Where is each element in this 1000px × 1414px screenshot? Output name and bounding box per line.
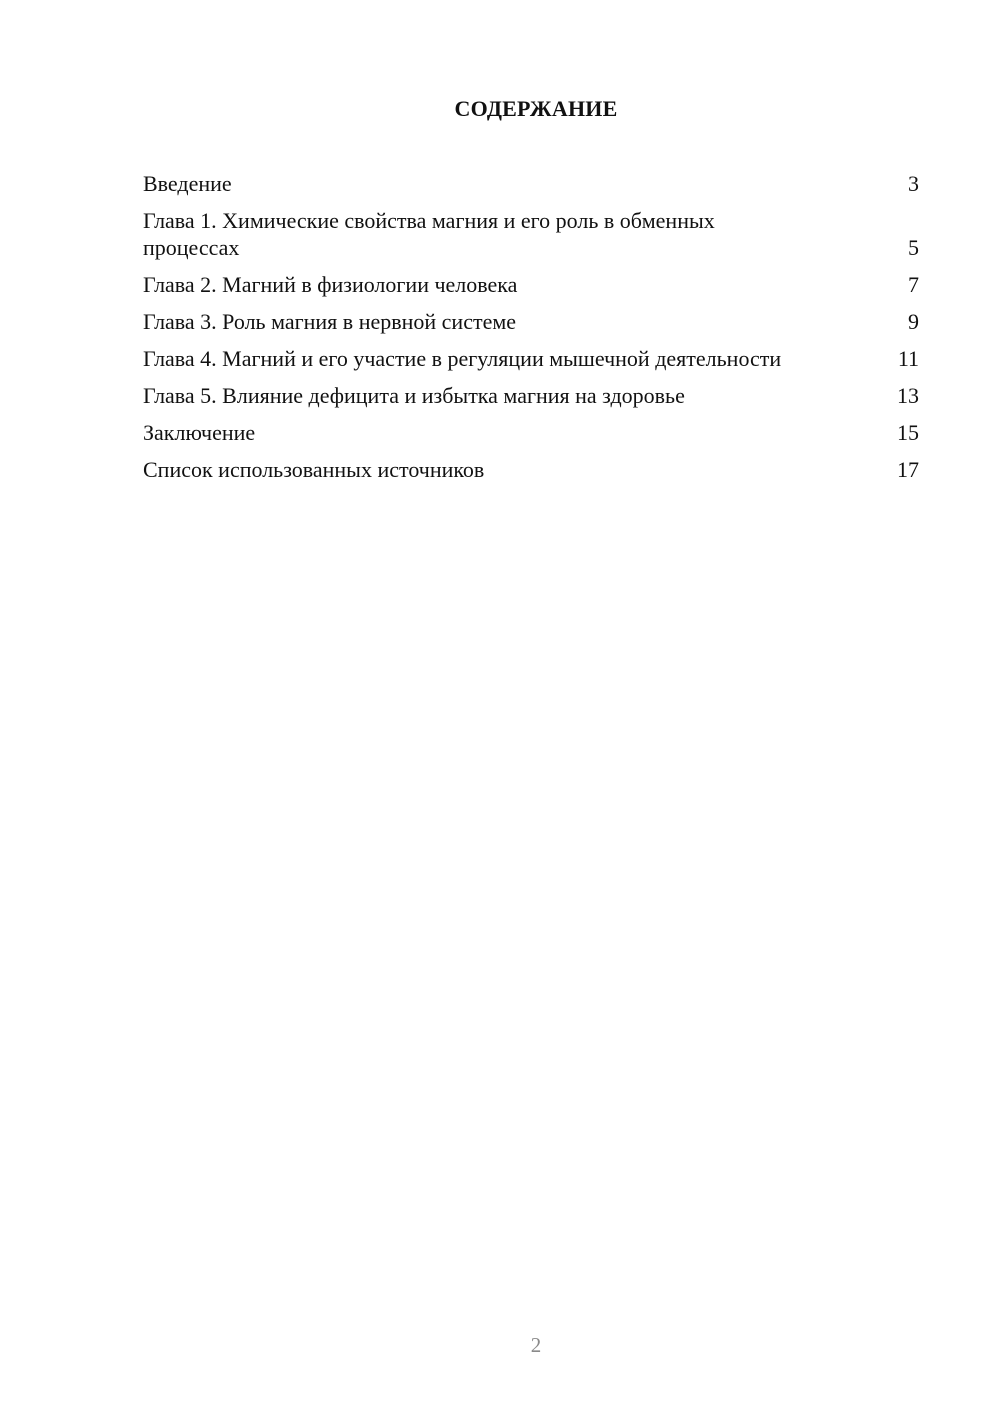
toc-entry-references[interactable] [143,456,919,483]
toc-entry-label: Глава 3. Роль магния в нервной системе [143,309,517,334]
toc-entry-page: 13 [897,383,919,408]
toc-entry-chapter-5[interactable] [143,382,919,409]
page-title: СОДЕРЖАНИЕ [454,96,618,121]
toc-entry-label: Список использованных источников [143,457,485,482]
toc-entry-label: Введение [143,171,232,196]
toc-entry-page: 5 [908,235,919,260]
toc-entry-page: 11 [897,346,919,371]
toc-entry-label: Глава 4. Магний и его участие в регуляции мышечной деятельности [143,346,782,371]
toc-entry-page: 9 [908,309,919,334]
page-number: 2 [530,1333,542,1357]
toc-entry-label: Глава 1. Химические свойства магния и его роль в обменных процессах [143,208,715,260]
toc-entry-conclusion[interactable] [143,419,919,446]
toc-entry-label: Глава 5. Влияние дефицита и избытка магния на здоровье [143,383,685,408]
toc-entry-chapter-1[interactable] [143,207,919,261]
toc-entry-page: 7 [908,272,919,297]
toc-entry-introduction[interactable] [143,170,919,197]
toc-entry-chapter-2[interactable] [143,271,919,298]
toc-entry-label: Глава 2. Магний в физиологии человека [143,272,518,297]
toc-entry-page: 3 [908,171,919,196]
toc-entry-label: Заключение [143,420,256,445]
toc-entry-chapter-4[interactable] [143,345,919,372]
table-of-contents [143,170,919,493]
toc-entry-page: 15 [897,420,919,445]
toc-entry-chapter-3[interactable] [143,308,919,335]
toc-entry-page: 17 [897,457,919,482]
